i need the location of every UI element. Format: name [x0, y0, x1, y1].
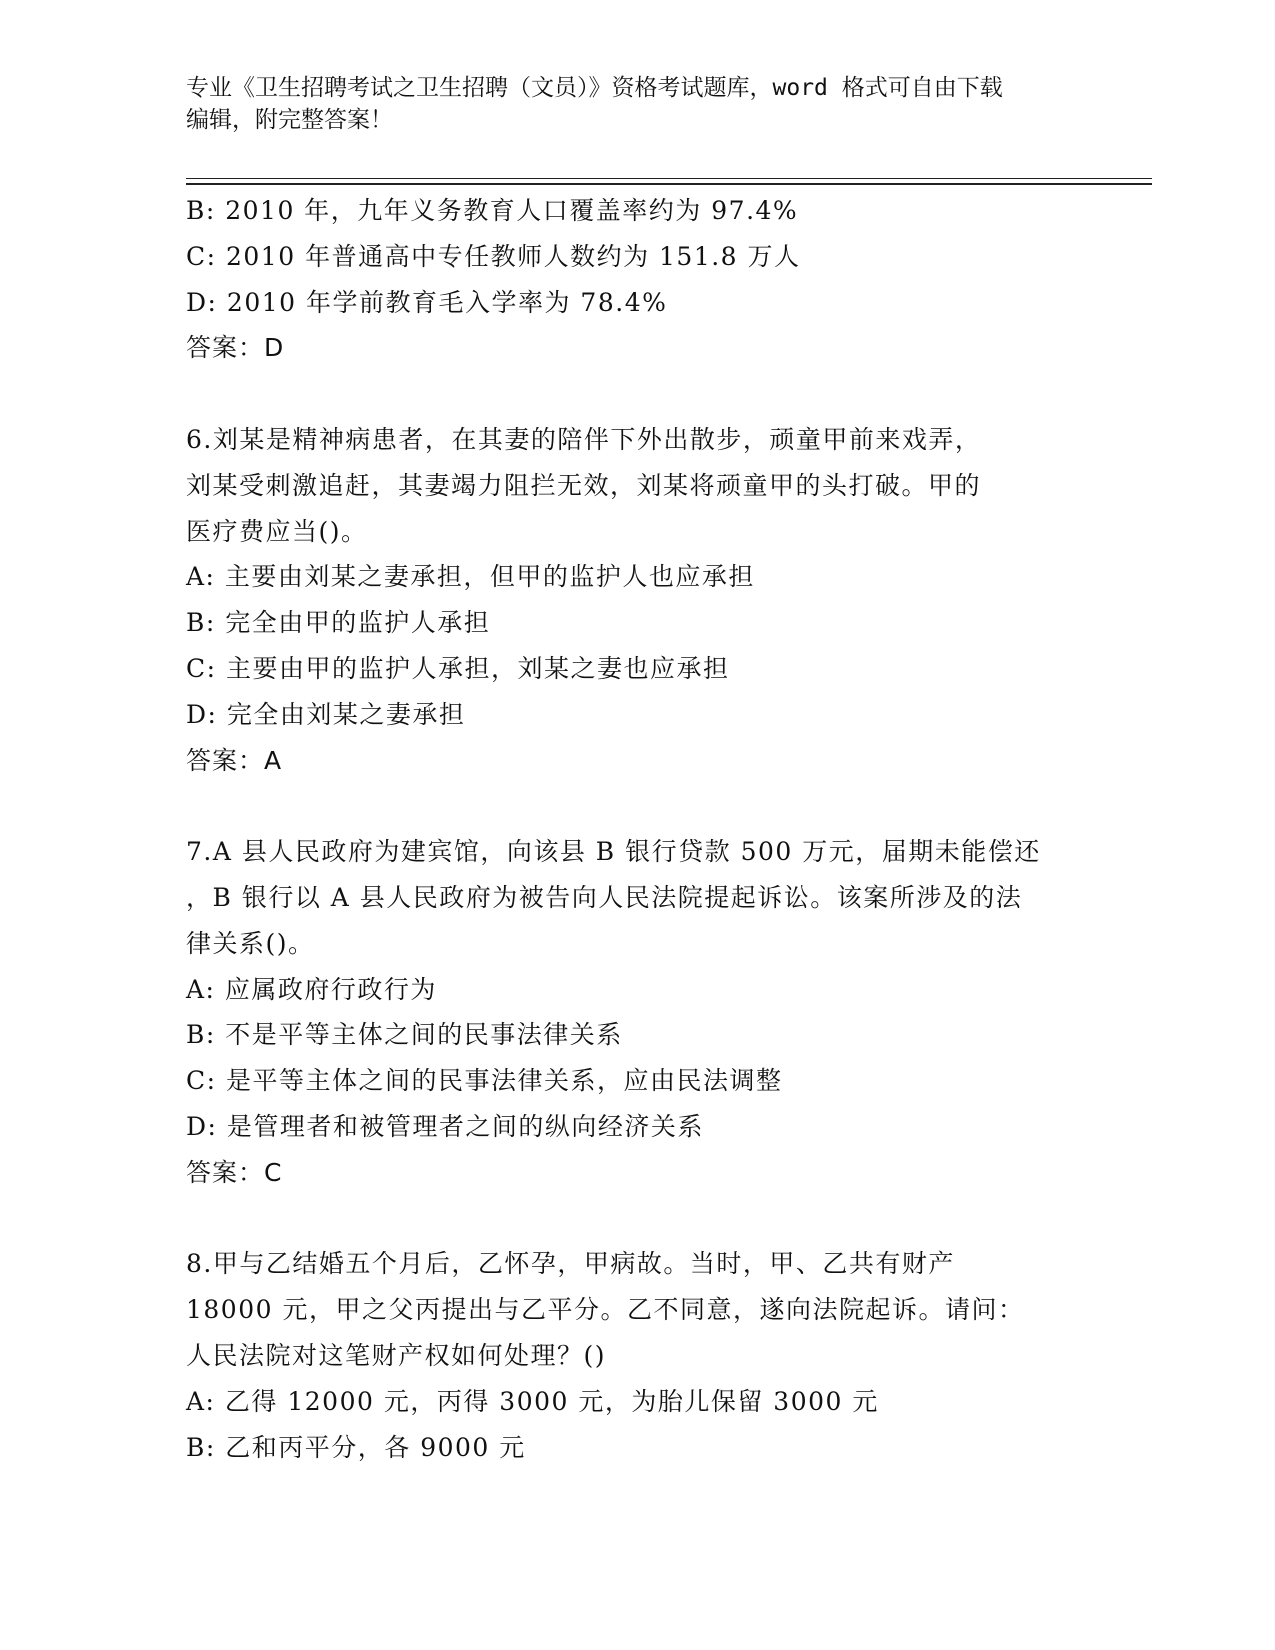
question-stem-line: 7.A 县人民政府为建宾馆，向该县 B 银行贷款 500 万元，届期未能偿还: [186, 837, 1041, 867]
option-d: D: 是管理者和被管理者之间的纵向经济关系: [186, 1111, 704, 1141]
question-stem-line: 刘某受刺激追赶，其妻竭力阻拦无效，刘某将顽童甲的头打破。甲的: [186, 470, 982, 500]
header-line-1: 专业《卫生招聘考试之卫生招聘（文员）》资格考试题库，word 格式可自由下载: [186, 75, 1003, 101]
answer-label: 答案：C: [186, 1157, 283, 1187]
document-header: [186, 72, 1086, 136]
option-c: C: 主要由甲的监护人承担，刘某之妻也应承担: [186, 653, 730, 683]
option-b: B: 乙和丙平分，各 9000 元: [186, 1432, 526, 1462]
question-5: [186, 188, 1096, 371]
question-7: [186, 829, 1096, 1195]
question-stem-line: 医疗费应当()。: [186, 516, 368, 546]
header-divider-thin: [186, 178, 1152, 179]
answer-label: 答案：D: [186, 333, 285, 363]
spacer: [186, 371, 1096, 417]
question-content: [186, 188, 1096, 1470]
option-b: B: 完全由甲的监护人承担: [186, 608, 491, 638]
option-a: A: 应属政府行政行为: [186, 974, 437, 1004]
question-8: [186, 1241, 1096, 1470]
option-b: B: 2010 年，九年义务教育人口覆盖率约为 97.4%: [186, 196, 799, 225]
option-b: B: 不是平等主体之间的民事法律关系: [186, 1020, 623, 1050]
option-d: D: 2010 年学前教育毛入学率为 78.4%: [186, 287, 668, 317]
question-stem-line: 人民法院对这笔财产权如何处理？(): [186, 1340, 607, 1370]
spacer: [186, 1196, 1096, 1242]
question-stem-line: 6.刘某是精神病患者，在其妻的陪伴下外出散步，顽童甲前来戏弄，: [186, 424, 982, 454]
question-stem-line: ，B 银行以 A 县人民政府为被告向人民法院提起诉讼。该案所涉及的法: [186, 882, 1023, 912]
option-c: C: 是平等主体之间的民事法律关系，应由民法调整: [186, 1066, 783, 1096]
option-a: A: 乙得 12000 元，丙得 3000 元，为胎儿保留 3000 元: [186, 1386, 879, 1416]
spacer: [186, 783, 1096, 829]
header-line-2: 编辑，附完整答案！: [186, 107, 393, 133]
question-stem-line: 律关系()。: [186, 928, 315, 958]
question-stem-line: 8.甲与乙结婚五个月后，乙怀孕，甲病故。当时，甲、乙共有财产: [186, 1249, 955, 1279]
option-c: C: 2010 年普通高中专任教师人数约为 151.8 万人: [186, 241, 801, 271]
option-d: D: 完全由刘某之妻承担: [186, 699, 466, 729]
question-6: [186, 417, 1096, 783]
option-a: A: 主要由刘某之妻承担，但甲的监护人也应承担: [186, 562, 755, 592]
header-divider-thick: [186, 183, 1152, 185]
question-stem-line: 18000 元，甲之父丙提出与乙平分。乙不同意，遂向法院起诉。请问：: [186, 1295, 1025, 1325]
answer-label: 答案：A: [186, 745, 283, 775]
